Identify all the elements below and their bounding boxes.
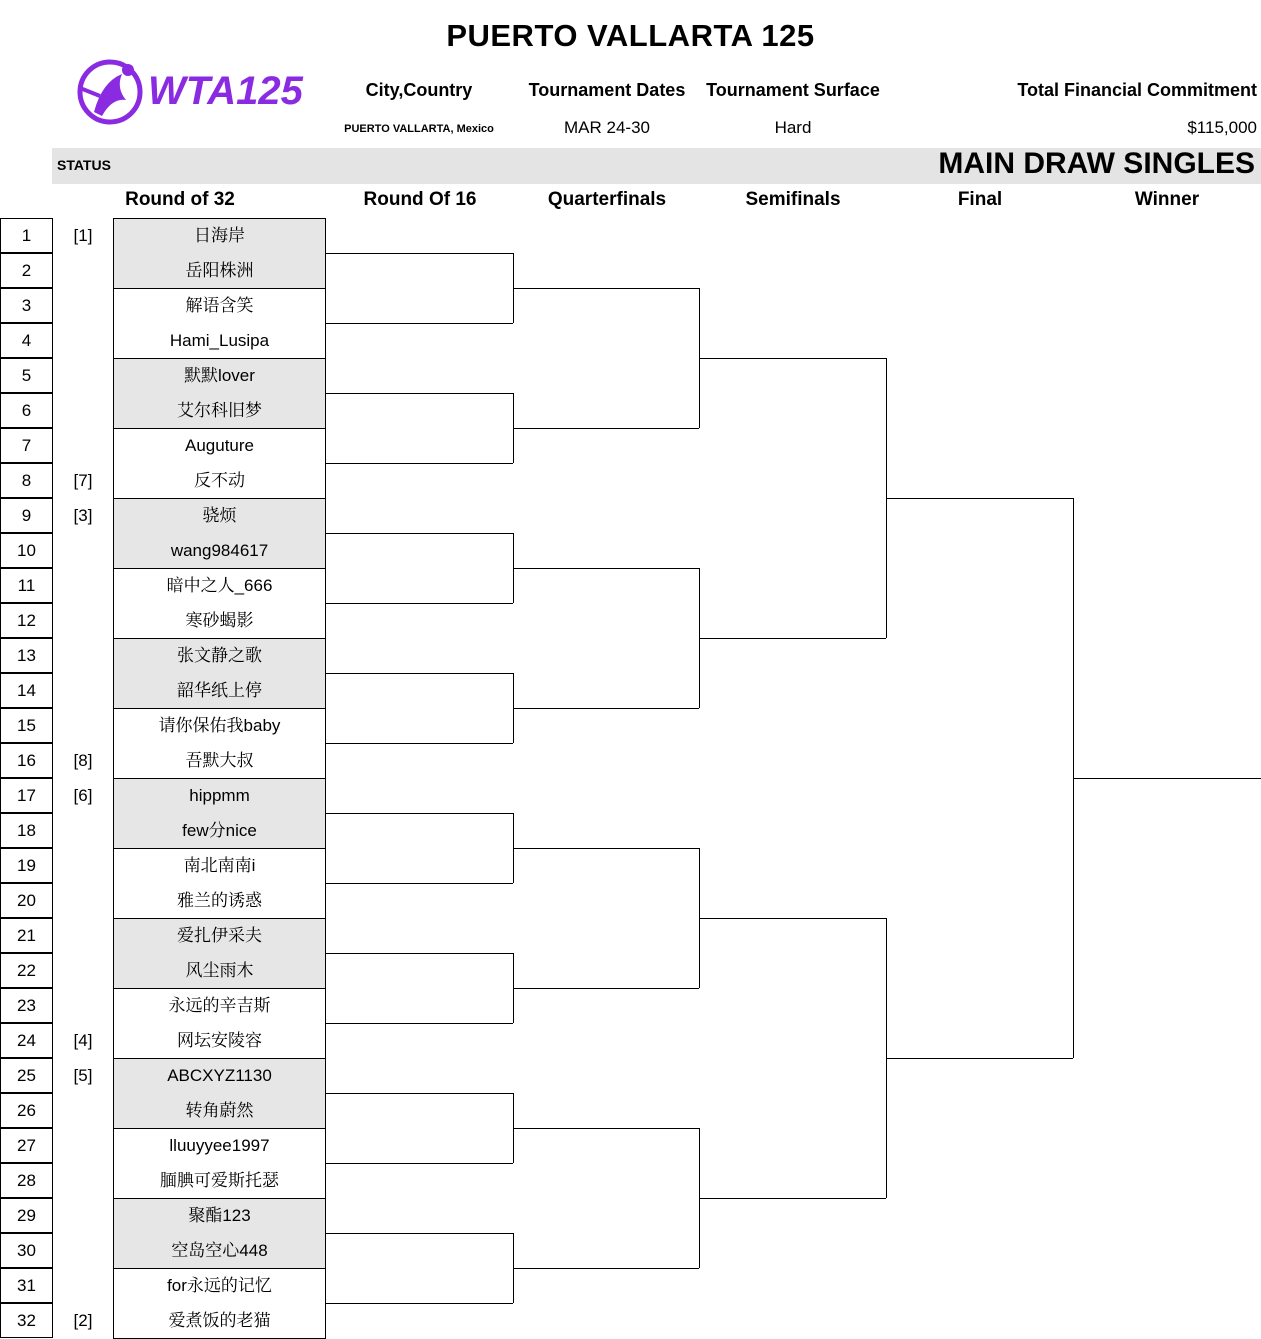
player-seed <box>58 953 108 988</box>
bracket-line-r16 <box>326 743 513 744</box>
player-seed <box>58 1093 108 1128</box>
draw-position-number: 16 <box>0 743 53 778</box>
bracket-line-r16 <box>326 1233 513 1234</box>
player-name: 请你保佑我baby <box>113 708 326 743</box>
bracket-line-r16 <box>326 953 513 954</box>
bracket-line-r16 <box>326 813 513 814</box>
header-tournament-surface: Tournament Surface <box>706 80 880 100</box>
player-name: 雅兰的诱惑 <box>113 883 326 918</box>
player-name: 默默lover <box>113 358 326 393</box>
slot-border <box>113 288 326 289</box>
draw-position-number: 30 <box>0 1233 53 1268</box>
player-name: ABCXYZ1130 <box>113 1058 326 1093</box>
bracket-line-r16 <box>326 463 513 464</box>
player-seed <box>58 323 108 358</box>
player-name: Auguture <box>113 428 326 463</box>
bracket-line-qf <box>513 428 699 429</box>
draw-position-number: 2 <box>0 253 53 288</box>
player-seed <box>58 603 108 638</box>
player-name: 艾尔科旧梦 <box>113 393 326 428</box>
draw-position-number: 26 <box>0 1093 53 1128</box>
draw-position-number: 19 <box>0 848 53 883</box>
bracket-line-r16 <box>326 1303 513 1304</box>
player-seed: [4] <box>73 1031 93 1050</box>
draw-position-number: 27 <box>0 1128 53 1163</box>
draw-title: MAIN DRAW SINGLES <box>938 147 1255 180</box>
player-name: 吾默大叔 <box>113 743 326 778</box>
bracket-line-qf <box>513 848 699 849</box>
draw-position-number: 17 <box>0 778 53 813</box>
draw-position-number: 11 <box>0 568 53 603</box>
player-name: 暗中之人_666 <box>113 568 326 603</box>
bracket-line-sf <box>699 638 886 639</box>
bracket-line-r16 <box>326 253 513 254</box>
value-tournament-dates: MAR 24-30 <box>564 118 650 137</box>
player-seed: [5] <box>73 1066 93 1085</box>
player-seed <box>58 708 108 743</box>
bracket-line-r16 <box>326 673 513 674</box>
player-name: 日海岸 <box>113 218 326 253</box>
player-name: 网坛安陵容 <box>113 1023 326 1058</box>
round-header-sf: Semifinals <box>745 189 841 210</box>
draw-position-number: 21 <box>0 918 53 953</box>
bracket-line-r16 <box>326 1093 513 1094</box>
draw-position-number: 5 <box>0 358 53 393</box>
slot-border <box>113 988 326 989</box>
player-seed <box>58 288 108 323</box>
wta-tennis-player-logo-icon <box>72 52 312 132</box>
slot-border <box>113 428 326 429</box>
bracket-line-sf <box>699 1198 886 1199</box>
slot-border <box>113 568 326 569</box>
draw-position-number: 4 <box>0 323 53 358</box>
player-seed <box>58 638 108 673</box>
player-seed <box>58 988 108 1023</box>
draw-position-number: 25 <box>0 1058 53 1093</box>
draw-position-number: 6 <box>0 393 53 428</box>
draw-position-number: 32 <box>0 1303 53 1338</box>
player-name: 永远的辛吉斯 <box>113 988 326 1023</box>
player-seed <box>58 883 108 918</box>
player-seed <box>58 393 108 428</box>
player-name: 风尘雨木 <box>113 953 326 988</box>
draw-position-number: 3 <box>0 288 53 323</box>
player-name: 寒砂蝎影 <box>113 603 326 638</box>
header-city-country: City,Country <box>365 80 473 100</box>
draw-position-number: 31 <box>0 1268 53 1303</box>
bracket-line-sf <box>699 358 886 359</box>
player-name: 张文静之歌 <box>113 638 326 673</box>
bracket-line-r16 <box>326 603 513 604</box>
player-name: 爱扎伊采夫 <box>113 918 326 953</box>
player-name: 解语含笑 <box>113 288 326 323</box>
player-seed <box>58 673 108 708</box>
slot-border <box>113 1058 326 1059</box>
bracket-line-final <box>886 1058 1073 1059</box>
bracket-line-r16 <box>326 883 513 884</box>
round-header-winner: Winner <box>1134 189 1200 210</box>
player-name: for永远的记忆 <box>113 1268 326 1303</box>
bracket-line-r16 <box>326 323 513 324</box>
draw-position-number: 10 <box>0 533 53 568</box>
draw-position-number: 15 <box>0 708 53 743</box>
draw-position-number: 22 <box>0 953 53 988</box>
slot-border <box>113 218 326 219</box>
draw-position-number: 23 <box>0 988 53 1023</box>
draw-position-number: 20 <box>0 883 53 918</box>
player-name: 空岛空心448 <box>113 1233 326 1268</box>
slot-border <box>113 848 326 849</box>
player-seed: [2] <box>73 1311 93 1330</box>
round-header-r16: Round Of 16 <box>363 189 477 210</box>
player-seed <box>58 918 108 953</box>
player-seed <box>58 253 108 288</box>
player-name: 南北南南i <box>113 848 326 883</box>
player-seed <box>58 568 108 603</box>
player-seed: [7] <box>73 471 93 490</box>
player-seed: [3] <box>73 506 93 525</box>
slot-border <box>113 1198 326 1199</box>
slot-border <box>113 708 326 709</box>
header-total-financial-commitment: Total Financial Commitment <box>1017 80 1257 100</box>
draw-position-number: 8 <box>0 463 53 498</box>
header-tournament-dates: Tournament Dates <box>528 80 686 100</box>
player-seed <box>58 428 108 463</box>
player-name: hippmm <box>113 778 326 813</box>
player-name: 骁烦 <box>113 498 326 533</box>
draw-position-number: 7 <box>0 428 53 463</box>
player-seed <box>58 1198 108 1233</box>
player-seed <box>58 1128 108 1163</box>
bracket-line-r16 <box>326 1163 513 1164</box>
bracket-line-r16 <box>326 393 513 394</box>
player-seed: [6] <box>73 786 93 805</box>
draw-position-number: 18 <box>0 813 53 848</box>
round-header-final: Final <box>957 189 1003 210</box>
slot-border <box>113 358 326 359</box>
wta125-logo <box>72 52 312 132</box>
player-name: 聚酯123 <box>113 1198 326 1233</box>
draw-position-number: 29 <box>0 1198 53 1233</box>
player-name: 反不动 <box>113 463 326 498</box>
slot-border <box>113 918 326 919</box>
player-seed <box>58 1233 108 1268</box>
player-seed: [1] <box>73 226 93 245</box>
player-seed <box>58 848 108 883</box>
player-seed <box>58 813 108 848</box>
draw-position-number: 12 <box>0 603 53 638</box>
bracket-line-qf <box>513 1268 699 1269</box>
player-name: few分nice <box>113 813 326 848</box>
draw-position-number: 1 <box>0 218 53 253</box>
value-total-financial-commitment: $115,000 <box>1187 118 1257 137</box>
round-header-qf: Quarterfinals <box>547 189 667 210</box>
round-header-r32: Round of 32 <box>125 189 235 210</box>
player-seed <box>58 358 108 393</box>
bracket-line-qf <box>513 988 699 989</box>
draw-position-number: 13 <box>0 638 53 673</box>
player-name: Hami_Lusipa <box>113 323 326 358</box>
bracket-line-qf <box>513 1128 699 1129</box>
player-name: 转角蔚然 <box>113 1093 326 1128</box>
status-label: STATUS <box>57 157 111 173</box>
bracket-line-champion <box>1073 778 1261 779</box>
player-seed: [8] <box>73 751 93 770</box>
bracket-line-r16 <box>326 533 513 534</box>
value-city-country: PUERTO VALLARTA, Mexico <box>344 123 494 135</box>
bracket-line-qf <box>513 568 699 569</box>
bracket-line-sf <box>699 918 886 919</box>
player-name: lluuyyee1997 <box>113 1128 326 1163</box>
slot-border <box>113 1128 326 1129</box>
bracket-line-final <box>886 498 1073 499</box>
player-name: wang984617 <box>113 533 326 568</box>
bracket-line-qf <box>513 708 699 709</box>
player-name: 韶华纸上停 <box>113 673 326 708</box>
tournament-title: PUERTO VALLARTA 125 <box>446 18 815 53</box>
slot-border <box>113 638 326 639</box>
draw-position-number: 9 <box>0 498 53 533</box>
player-seed <box>58 1268 108 1303</box>
slot-border <box>113 778 326 779</box>
bracket-line-qf <box>513 288 699 289</box>
slot-border <box>113 498 326 499</box>
player-seed <box>58 1163 108 1198</box>
draw-position-number: 14 <box>0 673 53 708</box>
player-seed <box>58 533 108 568</box>
value-tournament-surface: Hard <box>774 118 812 137</box>
logo-text: WTA125 <box>148 69 303 113</box>
draw-position-number: 24 <box>0 1023 53 1058</box>
slot-border <box>113 1268 326 1269</box>
bracket-line-r16 <box>326 1023 513 1024</box>
player-name: 爱煮饭的老猫 <box>113 1303 326 1338</box>
player-name: 腼腆可爱斯托瑟 <box>113 1163 326 1198</box>
player-name: 岳阳株洲 <box>113 253 326 288</box>
draw-position-number: 28 <box>0 1163 53 1198</box>
